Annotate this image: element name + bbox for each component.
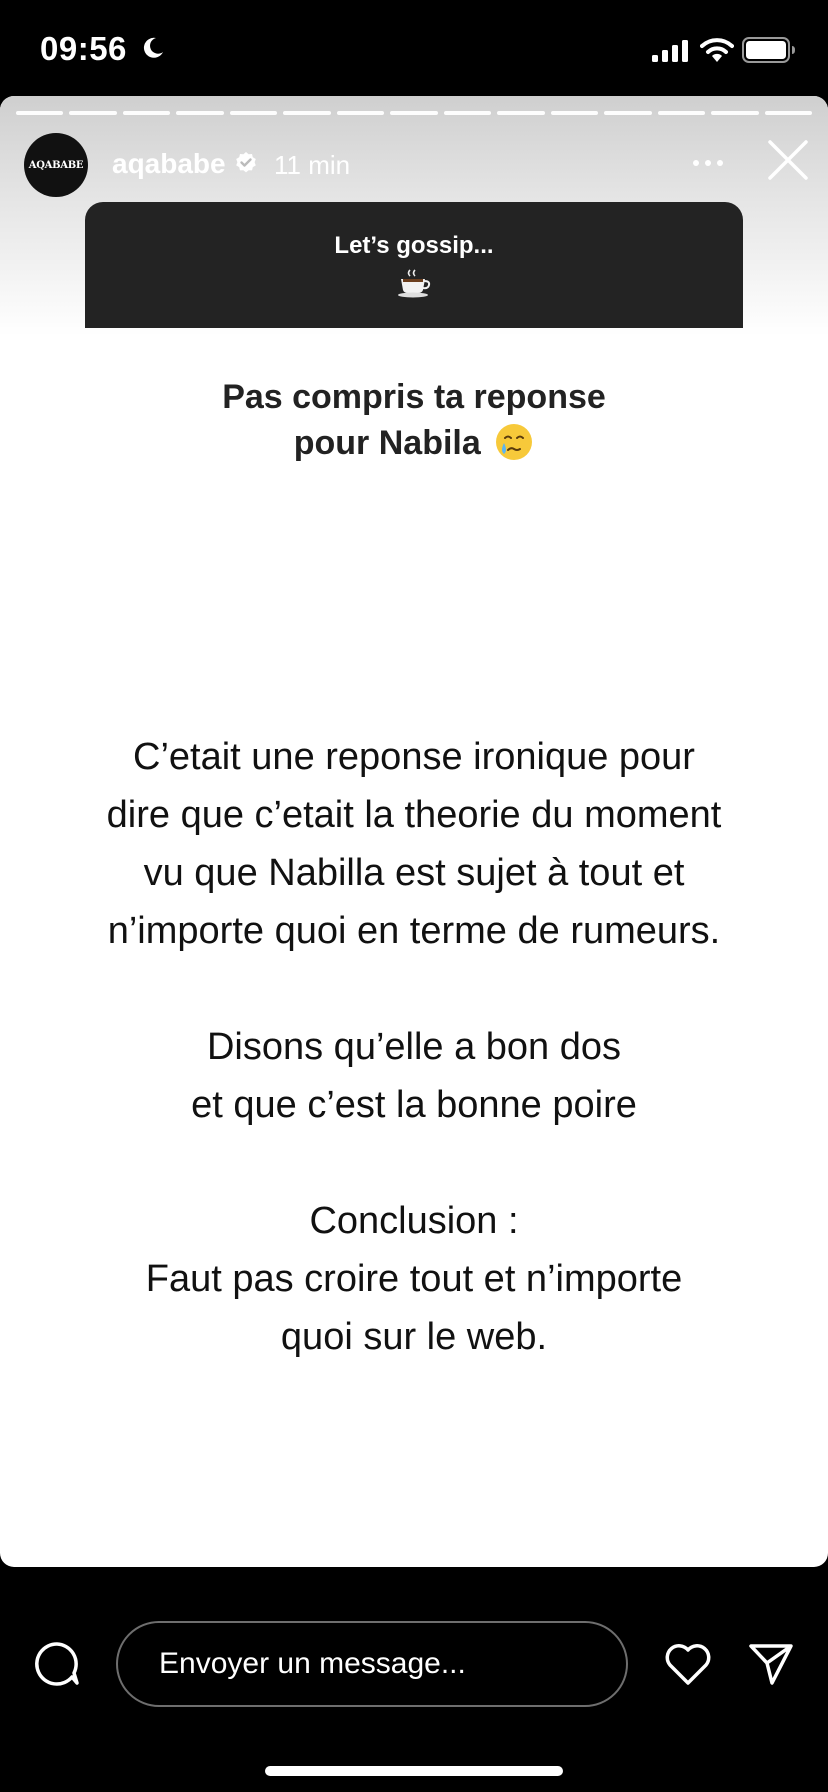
paragraph-explanation	[30, 728, 798, 960]
progress-segment	[16, 111, 63, 115]
progress-segment	[69, 111, 116, 115]
progress-segment	[337, 111, 384, 115]
progress-segment	[390, 111, 437, 115]
status-time: 09:56	[40, 30, 127, 67]
quote-line	[0, 420, 828, 466]
text-line: et que c’est la bonne poire	[191, 1084, 637, 1126]
progress-segment	[658, 111, 705, 115]
send-icon[interactable]	[748, 1642, 794, 1686]
question-sticker	[85, 202, 743, 328]
text-line: Faut pas croire tout et n’importe	[145, 1258, 683, 1300]
quote-line: Pas compris ta reponse	[222, 378, 606, 416]
progress-segment	[123, 111, 170, 115]
coffee-icon	[396, 268, 432, 298]
progress-segment	[283, 111, 330, 115]
status-bar	[0, 0, 828, 96]
reply-icon[interactable]	[34, 1641, 80, 1687]
avatar[interactable]: AQABABE	[24, 133, 88, 197]
paragraph-conclusion	[30, 1192, 798, 1366]
story-card[interactable]	[0, 96, 828, 1567]
verified-badge-icon	[234, 151, 258, 175]
question-sticker-text: Let’s gossip...	[334, 232, 494, 259]
progress-segment	[604, 111, 651, 115]
progress-segment	[497, 111, 544, 115]
progress-segment	[765, 111, 812, 115]
text-line: vu que Nabilla est sujet à tout et	[143, 852, 685, 894]
text-line: Conclusion :	[309, 1200, 519, 1242]
progress-segment	[444, 111, 491, 115]
face-holding-back-tears-icon	[494, 422, 534, 462]
text-line: C’etait une reponse ironique pour	[133, 736, 695, 778]
close-icon[interactable]	[766, 138, 810, 182]
text-line: Disons qu’elle a bon dos	[206, 1026, 622, 1068]
home-indicator	[265, 1766, 563, 1776]
moon-icon	[141, 36, 165, 60]
signal-icon	[652, 40, 690, 62]
wifi-icon	[700, 36, 734, 64]
heart-icon[interactable]	[664, 1642, 712, 1686]
progress-segment	[176, 111, 223, 115]
battery-icon	[742, 37, 796, 63]
more-options-icon[interactable]	[690, 156, 726, 170]
progress-segment	[551, 111, 598, 115]
story-time-ago: 11 min	[274, 150, 351, 180]
message-input[interactable]	[116, 1621, 628, 1707]
username[interactable]: aqababe	[112, 148, 226, 179]
text-line: dire que c’etait la theorie du moment	[106, 794, 722, 836]
quote-line-text: pour Nabila	[293, 424, 481, 462]
text-line: quoi sur le web.	[280, 1316, 548, 1358]
story-progress-bar	[16, 111, 812, 116]
text-line: n’importe quoi en terme de rumeurs.	[107, 910, 721, 952]
quoted-message	[0, 374, 828, 466]
progress-segment	[230, 111, 277, 115]
paragraph-bon-dos	[30, 1018, 798, 1134]
progress-segment	[711, 111, 758, 115]
